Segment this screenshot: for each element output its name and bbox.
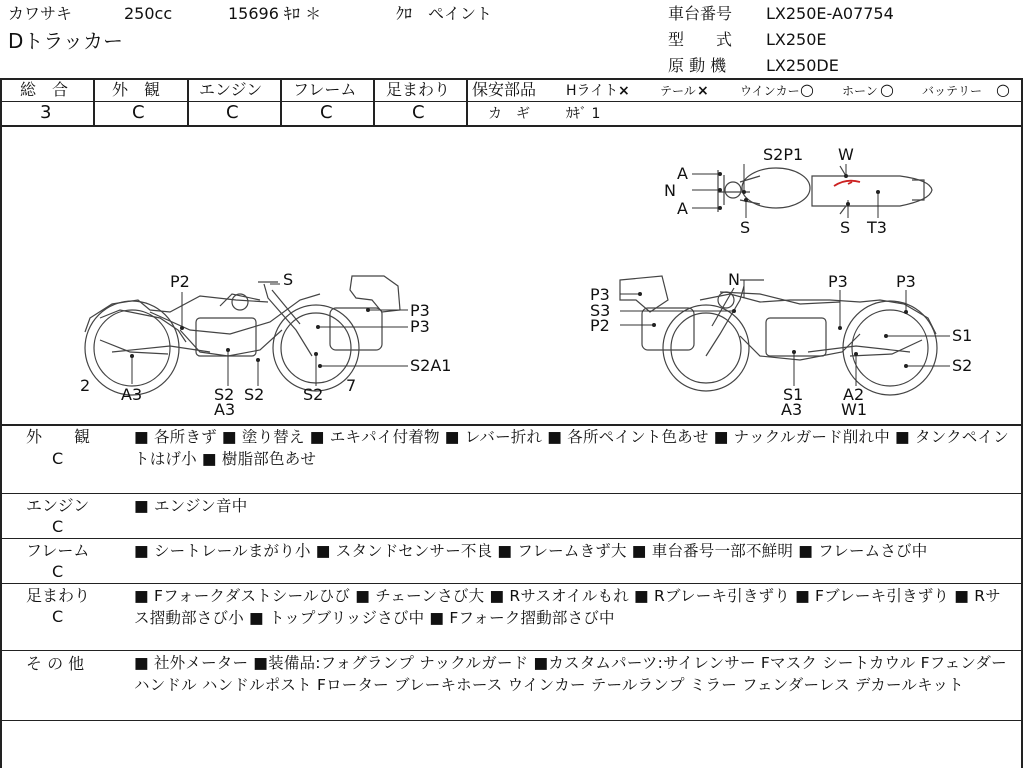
section-grade: C (52, 517, 64, 536)
safety-tail-mark: × (697, 83, 709, 99)
marker-dots (130, 172, 908, 368)
top-label: S (840, 218, 851, 237)
safety-battery-mark: ○ (996, 80, 1010, 99)
section-grade: C (52, 607, 64, 626)
section-label: そ の 他 (26, 654, 85, 673)
top-label: A (677, 199, 688, 218)
right-label: P3 (896, 272, 916, 291)
divider (466, 101, 1022, 102)
left-label: P3 (410, 317, 430, 336)
scratch-mark (834, 181, 860, 186)
grade-header-suspension: 足まわり (386, 80, 451, 99)
safety-horn-mark: ○ (880, 80, 894, 99)
right-label: P3 (828, 272, 848, 291)
right-label: S2 (952, 356, 973, 375)
left-label: S2 (214, 385, 235, 404)
left-label: S2 (244, 385, 265, 404)
left-label: A3 (121, 385, 143, 404)
section-label: 足まわり (26, 586, 91, 605)
divider (0, 650, 1022, 651)
displacement: 250cc (124, 4, 173, 23)
section-grade: C (52, 562, 64, 581)
left-label: S2 (303, 385, 324, 404)
safety-horn: ホーン (842, 84, 878, 98)
grade-header-overall: 総 合 (20, 80, 69, 99)
left-label: 7 (346, 376, 357, 395)
left-label: A3 (214, 400, 236, 419)
divider (280, 78, 282, 126)
key-label: カ ギ (488, 106, 530, 122)
grade-appearance: C (132, 102, 145, 123)
grade-frame: C (320, 102, 333, 123)
right-label: A2 (843, 385, 865, 404)
top-label: S (740, 218, 751, 237)
model-name: Dトラッカー (8, 29, 124, 53)
section-label: 外 観 (26, 427, 91, 446)
section-text-other: ■ 社外メーター ■装備品:フォグランプ ナックルガード ■カスタムパーツ:サイレンサー Fマスク シートカウル Fフェンダー ハンドル ハンドルポスト Fローター ブレーキホース ウインカー テールランプ ミラー フェンダーレス デカールキット (134, 654, 1007, 694)
right-label: S3 (590, 301, 611, 320)
engine-label: 原 動 機 (668, 56, 727, 75)
top-label: N (664, 181, 676, 200)
left-label: P3 (410, 301, 430, 320)
right-label: S1 (783, 385, 804, 404)
safety-tail: テール (660, 84, 696, 98)
section-label: エンジン (26, 496, 90, 515)
safety-winker: ウインカー (740, 84, 800, 98)
divider (0, 720, 1022, 721)
grade-header-appearance: 外 観 (112, 80, 161, 99)
top-label: A (677, 164, 688, 183)
grade-overall: 3 (40, 102, 52, 123)
divider (93, 78, 95, 126)
section-text-appearance: ■ 各所きず ■ 塗り替え ■ エキパイ付着物 ■ レバー折れ ■ 各所ペイント色あせ ■ ナックルガード削れ中 ■ タンクペイントはげ小 ■ 樹脂部色あせ (134, 428, 1009, 468)
divider (466, 78, 468, 126)
safety-headlight-mark: × (618, 83, 630, 99)
divider (0, 583, 1022, 584)
divider (373, 78, 375, 126)
right-label: P3 (590, 285, 610, 304)
divider (0, 538, 1022, 539)
grade-header-engine: エンジン (199, 80, 263, 99)
grade-suspension: C (412, 102, 425, 123)
chassis-number: LX250E-A07754 (766, 4, 894, 23)
chassis-label: 車台番号 (668, 4, 733, 23)
safety-headlight: Hライト (566, 83, 619, 99)
left-label: S (283, 270, 294, 289)
engine-value: LX250DE (766, 56, 839, 75)
grade-header-frame: フレーム (293, 80, 357, 99)
section-text-frame: ■ シートレールまがり小 ■ スタンドセンサー不良 ■ フレームきず大 ■ 車台番号一部不鮮明 ■ フレームさび中 (134, 542, 928, 560)
type-label: 型 式 (668, 30, 733, 49)
top-label: W (838, 145, 854, 164)
top-view-bike (718, 166, 932, 214)
section-grade: C (52, 449, 64, 468)
mileage: 15696 ｷﾛ ＊ (228, 4, 322, 23)
left-label: 2 (80, 376, 91, 395)
type-value: LX250E (766, 30, 827, 49)
section-text-engine: ■ エンジン音中 (134, 497, 248, 515)
divider (187, 78, 189, 126)
top-label: T3 (867, 218, 887, 237)
right-label: N (728, 270, 740, 289)
section-text-suspension: ■ Fフォークダストシールひび ■ チェーンさび大 ■ Rサスオイルもれ ■ Rブレーキ引きずり ■ Fブレーキ引きずり ■ Rサス摺動部さび小 ■ トップブリッジさび中 ■ Fフォーク摺動部さび中 (134, 587, 1001, 627)
body-color: ｸﾛ ペイント (396, 4, 493, 23)
right-label: S1 (952, 326, 973, 345)
maker-name: カワサキ (8, 4, 73, 23)
key-value: ｶｷﾞ 1 (566, 106, 601, 122)
bike-diagram (0, 126, 1022, 424)
section-label: フレーム (26, 541, 90, 560)
right-label: P2 (590, 316, 610, 335)
left-label: S2A1 (410, 356, 452, 375)
safety-label: 保安部品 (472, 80, 537, 99)
right-label: A3 (781, 400, 803, 419)
safety-winker-mark: ○ (800, 80, 814, 99)
right-label: W1 (841, 400, 867, 419)
divider (0, 493, 1022, 494)
left-label: P2 (170, 272, 190, 291)
grade-engine: C (226, 102, 239, 123)
safety-battery: バッテリー (922, 84, 983, 98)
top-label: S2P1 (763, 145, 804, 164)
